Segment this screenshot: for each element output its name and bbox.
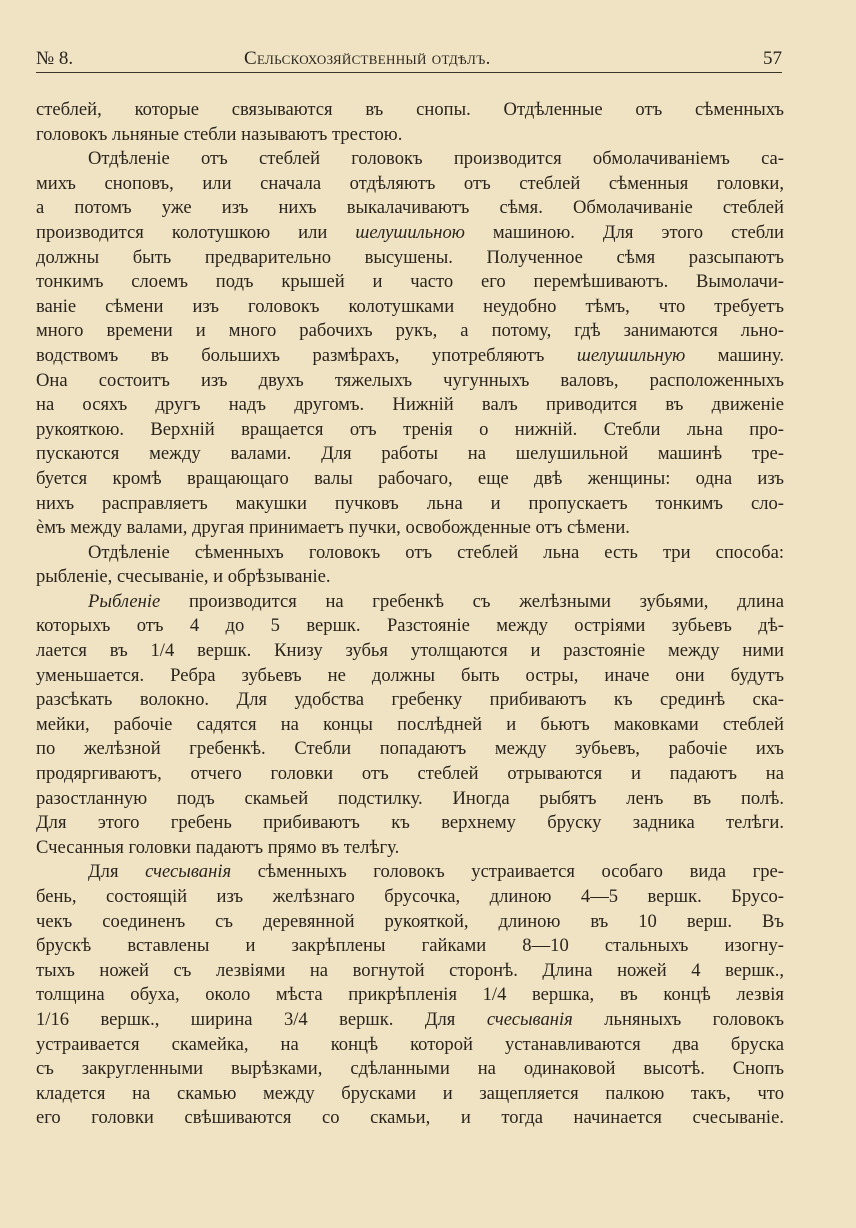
body-text — [36, 98, 784, 1131]
text-line: тонкимъ слоемъ подъ крышей и часто его перемѣшиваютъ. Вымолачи- — [36, 271, 784, 293]
text-line: уменьшается. Ребра зубьевъ не должны быть остры, иначе они будутъ — [36, 664, 784, 686]
text-line: толщина обуха, около мѣста прикрѣпленія 1/4 вершка, въ концѣ лезвія — [36, 984, 784, 1006]
text-line: пускаются между валами. Для работы на шелушильной машинѣ тре- — [36, 443, 784, 465]
text-line: много времени и много рабочихъ рукъ, а потому, гдѣ занимаются льно- — [36, 320, 784, 342]
text-line: Она состоитъ изъ двухъ тяжелыхъ чугунныхъ валовъ, расположенныхъ — [36, 369, 784, 391]
text-line: устраивается скамейка, на концѣ которой устанавливаются два бруска — [36, 1033, 784, 1055]
page-number: 57 — [763, 48, 782, 69]
text-line: съ закругленными вырѣзками, сдѣланными на одинаковой высотѣ. Снопъ — [36, 1058, 784, 1080]
text-line: Счесанныя головки падаютъ прямо въ телѣгу. — [36, 836, 400, 858]
italic-term: шелушильную — [576, 344, 686, 366]
text-line: на осяхъ другъ надъ другомъ. Нижній валъ приводится въ движеніе — [36, 394, 784, 416]
section-title: Сельскохозяйственный отдѣлъ. — [244, 48, 491, 69]
text-line: ваніе сѣмени изъ головокъ колотушками неудобно тѣмъ, что требуетъ — [36, 295, 784, 317]
text-line: ѐмъ между валами, другая принимаетъ пучки, освобожденные отъ сѣмени. — [36, 517, 630, 539]
text-line: стеблей, которые связываются въ снопы. Отдѣленные отъ сѣменныхъ — [36, 99, 784, 120]
running-header — [36, 48, 782, 70]
text-line: бень, состоящій изъ желѣзнаго брусочка, длиною 4—5 вершк. Брусо- — [36, 886, 784, 907]
text-line: брускѣ вставлены и закрѣплены гайками 8—10 стальныхъ изогну- — [36, 935, 784, 957]
text-line: производится колотушкою или шелушильною машиною. Для этого стебли — [36, 221, 784, 243]
text-line: рыбленіе, счесываніе, и обрѣзываніе. — [36, 566, 331, 588]
text-line: разсѣкать волокно. Для удобства гребенку прибиваютъ къ срединѣ ска- — [36, 689, 784, 711]
text-line: рукояткою. Верхній вращается отъ тренія о нижній. Стебли льна про- — [36, 418, 784, 440]
header-rule — [36, 72, 782, 73]
text-line: чекъ соединенъ съ деревянной рукояткой, длиною въ 10 верш. Въ — [36, 910, 784, 932]
text-line: Для этого гребень прибиваютъ къ верхнему бруску задника телѣги. — [36, 812, 784, 834]
text-line: которыхъ отъ 4 до 5 вершк. Разстояніе между остріями зубьевъ дѣ- — [36, 615, 784, 637]
text-line: нихъ расправляетъ макушки пучковъ льна и пропускаетъ тонкимъ сло- — [36, 492, 784, 514]
text-line: Отдѣленіе отъ стеблей головокъ производится обмолачиваніемъ са- — [88, 148, 784, 170]
italic-term: счесыванія — [145, 861, 232, 883]
text-line: михъ сноповъ, или сначала отдѣляютъ отъ стеблей сѣменныя головки, — [36, 172, 784, 194]
text-line: Для счесыванія сѣменныхъ головокъ устраивается особаго вида гре- — [88, 861, 784, 883]
text-line: буется кромѣ вращающаго валы рабочаго, еще двѣ женщины: одна изъ — [36, 467, 784, 489]
text-line: водствомъ въ большихъ размѣрахъ, употребляютъ шелушильную машину. — [36, 344, 784, 366]
text-line: а потомъ уже изъ нихъ выкалачиваютъ сѣмя. Обмолачиваніе стеблей — [36, 197, 784, 219]
text-line: Отдѣленіе сѣменныхъ головокъ отъ стеблей льна есть три способа: — [88, 541, 784, 563]
text-line: разостланную подъ скамьей подстилку. Иногда рыбятъ ленъ въ полѣ. — [36, 787, 784, 809]
text-line: должны быть предварительно высушены. Полученное сѣмя разсыпаютъ — [36, 246, 784, 268]
text-line: кладется на скамью между брусками и защепляется палкою такъ, что — [36, 1082, 784, 1104]
issue-number: № 8. — [36, 48, 74, 69]
text-line: его головки свѣшиваются со скамьи, и тогда начинается счесываніе. — [36, 1107, 784, 1129]
italic-term: Рыбленіе — [88, 590, 161, 612]
text-line: 1/16 вершк., ширина 3/4 вершк. Для счесыванія льняныхъ головокъ — [36, 1008, 784, 1030]
italic-term: счесыванія — [486, 1008, 573, 1030]
text-line: тыхъ ножей съ лезвіями на вогнутой сторонѣ. Длина ножей 4 вершк., — [36, 959, 784, 981]
text-line: продяргиваютъ, отчего головки отъ стеблей отрываются и падаютъ на — [36, 763, 784, 785]
text-line: мейки, рабочіе садятся на концы послѣдней и бьютъ маковками стеблей — [36, 713, 784, 735]
text-line: по желѣзной гребенкѣ. Стебли попадаютъ между зубьевъ, рабочіе ихъ — [36, 738, 784, 760]
text-line: лается въ 1/4 вершк. Книзу зубья утолщаются и разстояніе между ними — [36, 640, 784, 662]
text-line: головокъ льняные стебли называютъ трестою. — [36, 123, 403, 145]
text-line: Рыбленіе производится на гребенкѣ съ желѣзными зубьями, длина — [88, 590, 784, 612]
italic-term: шелушильною — [355, 221, 465, 243]
